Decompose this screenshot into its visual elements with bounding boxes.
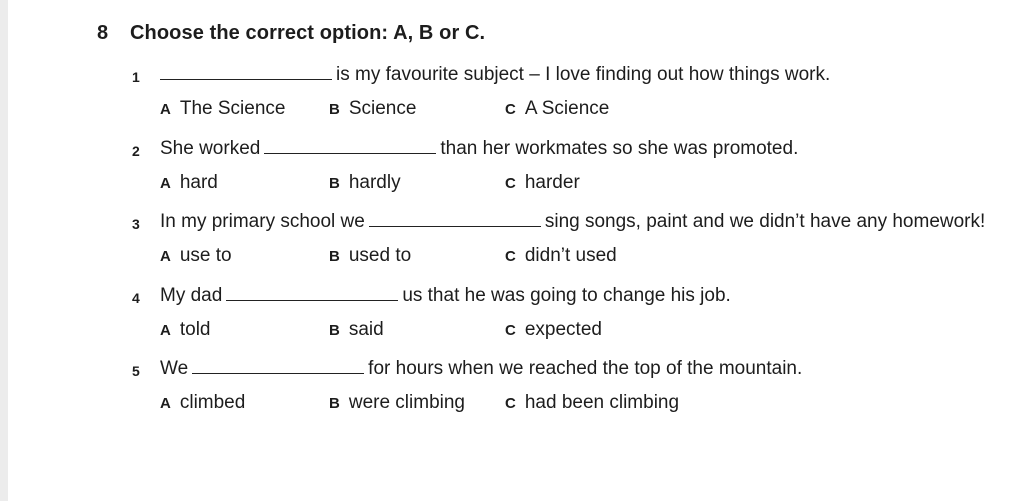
option-text: hardly	[348, 172, 401, 193]
question-sentence	[160, 285, 731, 307]
option-text: The Science	[179, 98, 286, 119]
option-letter: C	[505, 248, 516, 265]
exercise-number: 8	[97, 22, 109, 44]
option-letter: A	[160, 175, 171, 192]
option-text: had been climbing	[524, 392, 680, 413]
sentence-after-blank: sing songs, paint and we didn’t have any homework!	[544, 211, 986, 232]
option-text: use to	[179, 245, 232, 266]
option-b[interactable]	[329, 319, 384, 341]
option-a[interactable]	[160, 392, 245, 414]
sentence-before-blank: My dad	[160, 285, 223, 306]
option-text: A Science	[524, 98, 610, 119]
exercise-header	[97, 22, 485, 50]
answer-blank[interactable]	[160, 65, 332, 80]
question-sentence	[160, 358, 802, 380]
sentence-before-blank: She worked	[160, 138, 261, 159]
option-letter: B	[329, 101, 340, 118]
option-text: climbed	[179, 392, 246, 413]
option-text: said	[348, 319, 384, 340]
sentence-after-blank: for hours when we reached the top of the mountain.	[368, 358, 803, 379]
sentence-after-blank: us that he was going to change his job.	[402, 285, 731, 306]
option-text: told	[179, 319, 211, 340]
question-number: 4	[132, 290, 140, 306]
option-letter: B	[329, 322, 340, 339]
option-a[interactable]	[160, 172, 218, 194]
sentence-before-blank: In my primary school we	[160, 211, 365, 232]
exercise-instruction: Choose the correct option: A, B or C.	[130, 22, 486, 44]
option-c[interactable]	[505, 245, 617, 267]
option-text: didn’t used	[524, 245, 617, 266]
question-number: 3	[132, 216, 140, 232]
option-b[interactable]	[329, 245, 411, 267]
sentence-before-blank: We	[160, 358, 189, 379]
question-sentence	[160, 138, 798, 160]
answer-blank[interactable]	[369, 212, 541, 227]
option-letter: A	[160, 101, 171, 118]
answer-blank[interactable]	[264, 139, 436, 154]
option-letter: B	[329, 395, 340, 412]
option-c[interactable]	[505, 319, 602, 341]
option-text: expected	[524, 319, 602, 340]
option-letter: C	[505, 175, 516, 192]
sentence-after-blank: than her workmates so she was promoted.	[440, 138, 799, 159]
answer-blank[interactable]	[226, 286, 398, 301]
option-letter: A	[160, 322, 171, 339]
option-letter: C	[505, 395, 516, 412]
question-number: 2	[132, 143, 140, 159]
option-text: Science	[348, 98, 417, 119]
sentence-after-blank: is my favourite subject – I love finding out how things work.	[336, 64, 831, 85]
option-letter: B	[329, 248, 340, 265]
question-sentence	[160, 211, 985, 233]
answer-blank[interactable]	[192, 359, 364, 374]
question-number: 5	[132, 363, 140, 379]
option-letter: C	[505, 322, 516, 339]
option-a[interactable]	[160, 245, 232, 267]
option-text: were climbing	[348, 392, 465, 413]
option-text: hard	[179, 172, 218, 193]
option-letter: A	[160, 248, 171, 265]
option-c[interactable]	[505, 392, 679, 414]
option-c[interactable]	[505, 98, 609, 120]
option-b[interactable]	[329, 98, 416, 120]
option-letter: B	[329, 175, 340, 192]
option-b[interactable]	[329, 392, 465, 414]
option-letter: A	[160, 395, 171, 412]
option-text: harder	[524, 172, 580, 193]
question-sentence	[160, 64, 830, 86]
option-b[interactable]	[329, 172, 401, 194]
option-text: used to	[348, 245, 412, 266]
worksheet-page	[8, 0, 1014, 501]
option-a[interactable]	[160, 98, 285, 120]
question-number: 1	[132, 69, 140, 85]
option-c[interactable]	[505, 172, 580, 194]
option-letter: C	[505, 101, 516, 118]
option-a[interactable]	[160, 319, 210, 341]
